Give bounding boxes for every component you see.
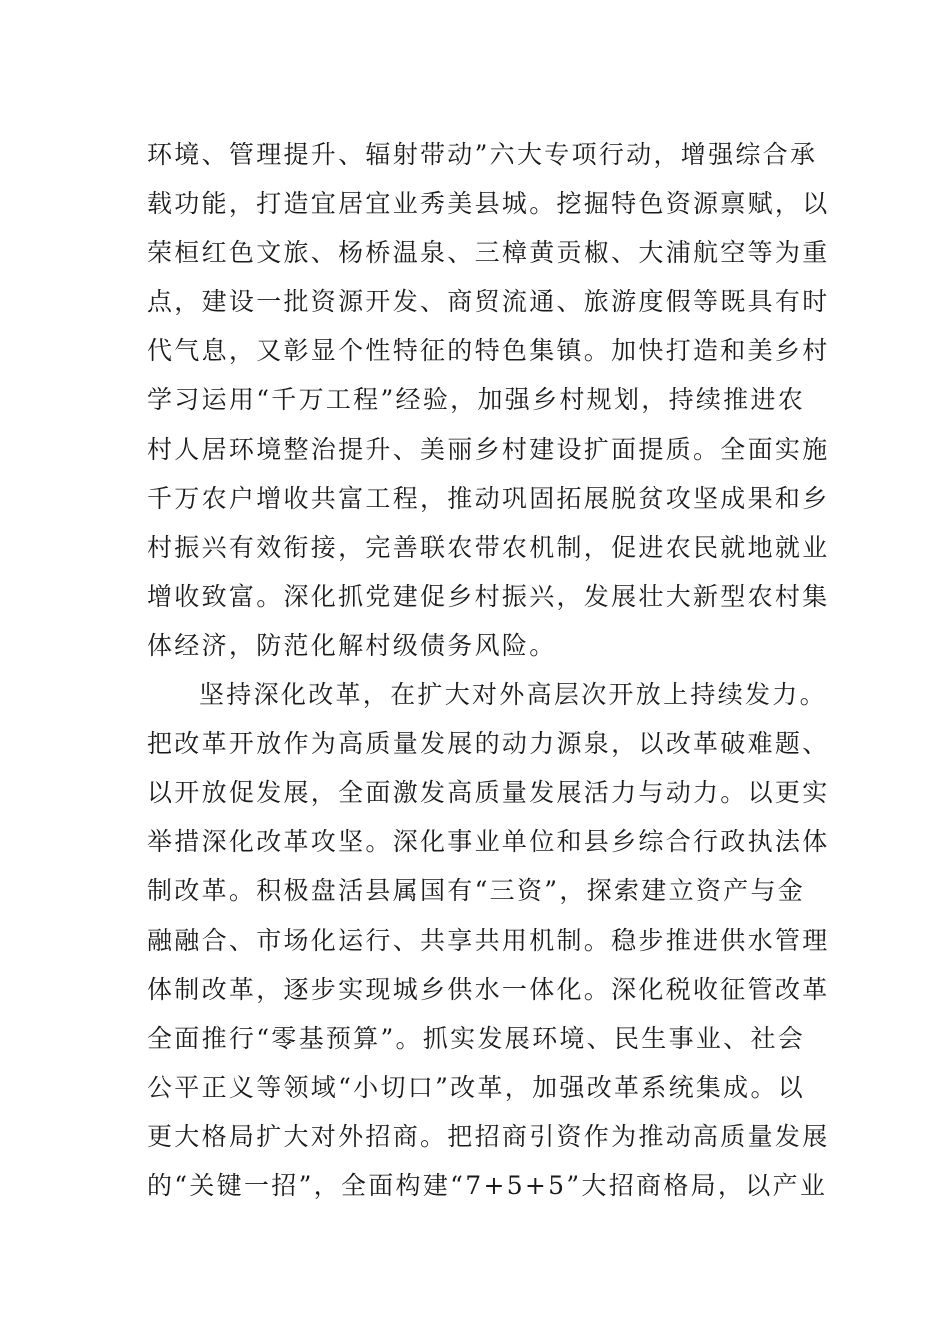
text-line: 把改革开放作为高质量发展的动力源泉，以改革破难题、 [147,729,830,759]
text-line: 举措深化改革攻坚。深化事业单位和县乡综合行政执法体 [147,827,830,857]
paragraph-heading-line: 坚持深化改革，在扩大对外高层次开放上持续发力。 [199,680,827,710]
text-line: 以开放促发展，全面激发高质量发展活力与动力。以更实 [147,778,830,808]
text-line: 荣桓红色文旅、杨桥温泉、三樟黄贡椒、大浦航空等为重 [147,238,830,268]
text-line: 环境、管理提升、辐射带动”六大专项行动，增强综合承 [147,140,818,169]
text-line: 学习运用“千万工程”经验，加强乡村规划，持续推进农 [147,385,806,415]
text-line: 村人居环境整治提升、美丽乡村建设扩面提质。全面实施 [147,434,830,464]
text-line: 点，建设一批资源开发、商贸流通、旅游度假等既具有时 [147,287,830,317]
text-line: 体制改革，逐步实现城乡供水一体化。深化税收征管改革 [147,974,830,1004]
text-line: 村振兴有效衔接，完善联农带农机制，促进农民就地就业 [147,532,830,562]
text-line: 制改革。积极盘活县属国有“三资”，探索建立资产与金 [147,876,806,906]
document-body [147,130,830,1210]
text-line: 融融合、市场化运行、共享共用机制。稳步推进供水管理 [147,925,830,955]
text-line: 全面推行“零基预算”。抓实发展环境、民生事业、社会 [147,1023,806,1053]
text-line: 载功能，打造宜居宜业秀美县城。挖掘特色资源禀赋，以 [147,189,830,219]
text-line: 的“关键一招”，全面构建“7+5+5”大招商格局，以产业 [147,1170,828,1200]
text-line: 公平正义等领域“小切口”改革，加强改革系统集成。以 [147,1072,806,1102]
text-line: 增收致富。深化抓党建促乡村振兴，发展壮大新型农村集 [147,581,830,611]
text-line: 体经济，防范化解村级债务风险。 [147,630,557,660]
text-line: 千万农户增收共富工程，推动巩固拓展脱贫攻坚成果和乡 [147,483,830,513]
text-line: 代气息，又彰显个性特征的特色集镇。加快打造和美乡村 [147,336,830,366]
text-line: 更大格局扩大对外招商。把招商引资作为推动高质量发展 [147,1121,830,1151]
